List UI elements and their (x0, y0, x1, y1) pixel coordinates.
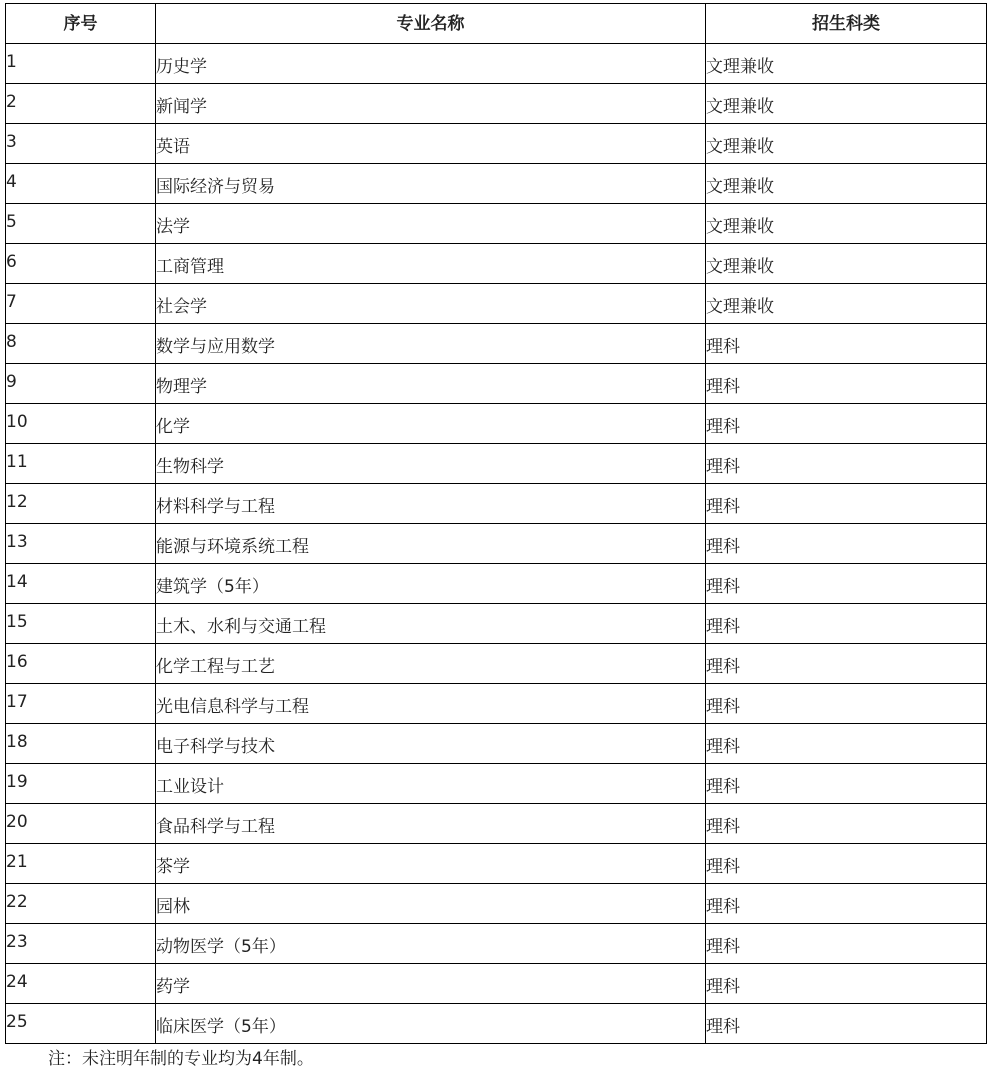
row-category: 文理兼收 (706, 44, 987, 84)
table-row (6, 484, 987, 524)
table-row (6, 444, 987, 484)
row-major-name: 物理学 (156, 364, 706, 404)
table-row (6, 684, 987, 724)
row-major-name: 药学 (156, 964, 706, 1004)
row-category: 理科 (706, 524, 987, 564)
row-major-name: 动物医学（5年） (156, 924, 706, 964)
row-category: 理科 (706, 444, 987, 484)
row-category: 文理兼收 (706, 124, 987, 164)
row-category: 文理兼收 (706, 284, 987, 324)
row-category: 理科 (706, 764, 987, 804)
header-index: 序号 (6, 4, 156, 44)
row-category: 理科 (706, 724, 987, 764)
row-index: 15 (6, 604, 156, 644)
row-index: 13 (6, 524, 156, 564)
row-category: 理科 (706, 484, 987, 524)
row-major-name: 光电信息科学与工程 (156, 684, 706, 724)
table-row (6, 964, 987, 1004)
row-major-name: 新闻学 (156, 84, 706, 124)
table-row (6, 364, 987, 404)
row-index: 19 (6, 764, 156, 804)
table-row (6, 924, 987, 964)
row-major-name: 建筑学（5年） (156, 564, 706, 604)
row-category: 理科 (706, 404, 987, 444)
row-index: 6 (6, 244, 156, 284)
row-category: 理科 (706, 684, 987, 724)
row-major-name: 能源与环境系统工程 (156, 524, 706, 564)
row-index: 4 (6, 164, 156, 204)
row-major-name: 数学与应用数学 (156, 324, 706, 364)
table-row (6, 884, 987, 924)
row-category: 理科 (706, 644, 987, 684)
row-major-name: 社会学 (156, 284, 706, 324)
row-category: 理科 (706, 364, 987, 404)
table-row (6, 1004, 987, 1044)
table-row (6, 284, 987, 324)
row-major-name: 食品科学与工程 (156, 804, 706, 844)
table-body (6, 44, 987, 1044)
table-row (6, 764, 987, 804)
row-major-name: 国际经济与贸易 (156, 164, 706, 204)
row-index: 1 (6, 44, 156, 84)
row-major-name: 临床医学（5年） (156, 1004, 706, 1044)
row-index: 7 (6, 284, 156, 324)
row-category: 理科 (706, 844, 987, 884)
majors-table (5, 3, 987, 1044)
row-major-name: 土木、水利与交通工程 (156, 604, 706, 644)
row-category: 理科 (706, 1004, 987, 1044)
table-row (6, 524, 987, 564)
row-category: 理科 (706, 604, 987, 644)
row-major-name: 材料科学与工程 (156, 484, 706, 524)
row-index: 25 (6, 1004, 156, 1044)
table-row (6, 324, 987, 364)
table-row (6, 564, 987, 604)
row-index: 12 (6, 484, 156, 524)
row-index: 8 (6, 324, 156, 364)
row-major-name: 茶学 (156, 844, 706, 884)
table-row (6, 604, 987, 644)
row-major-name: 电子科学与技术 (156, 724, 706, 764)
row-major-name: 法学 (156, 204, 706, 244)
row-index: 21 (6, 844, 156, 884)
table-row (6, 244, 987, 284)
table-row (6, 644, 987, 684)
table-row (6, 84, 987, 124)
row-index: 14 (6, 564, 156, 604)
row-index: 23 (6, 924, 156, 964)
table-row (6, 164, 987, 204)
row-index: 9 (6, 364, 156, 404)
row-major-name: 化学 (156, 404, 706, 444)
table-row (6, 844, 987, 884)
table-row (6, 724, 987, 764)
row-major-name: 英语 (156, 124, 706, 164)
row-major-name: 工业设计 (156, 764, 706, 804)
row-category: 理科 (706, 324, 987, 364)
row-index: 18 (6, 724, 156, 764)
row-major-name: 历史学 (156, 44, 706, 84)
table-header-row (6, 4, 987, 44)
row-index: 16 (6, 644, 156, 684)
table-row (6, 124, 987, 164)
row-index: 20 (6, 804, 156, 844)
row-index: 22 (6, 884, 156, 924)
table-row (6, 404, 987, 444)
row-major-name: 工商管理 (156, 244, 706, 284)
row-category: 理科 (706, 924, 987, 964)
header-major-name: 专业名称 (156, 4, 706, 44)
row-category: 文理兼收 (706, 204, 987, 244)
footnote: 注：未注明年制的专业均为4年制。 (48, 1049, 314, 1069)
row-category: 文理兼收 (706, 244, 987, 284)
row-index: 24 (6, 964, 156, 1004)
row-index: 10 (6, 404, 156, 444)
row-category: 理科 (706, 564, 987, 604)
row-category: 理科 (706, 884, 987, 924)
row-major-name: 生物科学 (156, 444, 706, 484)
row-category: 理科 (706, 804, 987, 844)
row-index: 17 (6, 684, 156, 724)
table-row (6, 44, 987, 84)
row-major-name: 化学工程与工艺 (156, 644, 706, 684)
row-category: 理科 (706, 964, 987, 1004)
row-category: 文理兼收 (706, 164, 987, 204)
table-row (6, 804, 987, 844)
row-major-name: 园林 (156, 884, 706, 924)
row-category: 文理兼收 (706, 84, 987, 124)
table-row (6, 204, 987, 244)
row-index: 11 (6, 444, 156, 484)
row-index: 3 (6, 124, 156, 164)
header-category: 招生科类 (706, 4, 987, 44)
row-index: 2 (6, 84, 156, 124)
row-index: 5 (6, 204, 156, 244)
